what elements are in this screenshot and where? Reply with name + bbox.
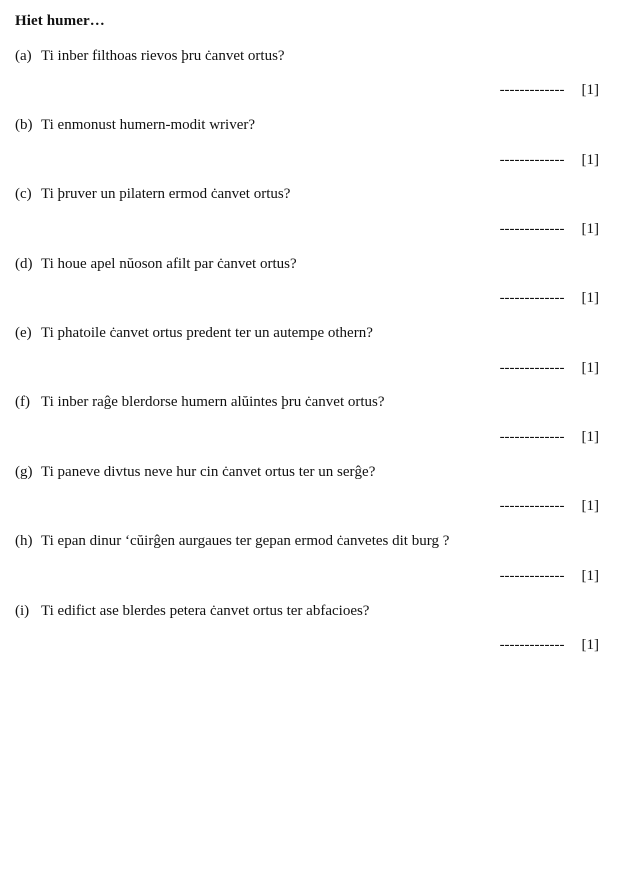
question-block xyxy=(15,247,599,316)
question-text: Ti phatoile ċanvet ortus predent ter un autempe othern? xyxy=(41,325,373,342)
question-label: (d) xyxy=(15,255,33,272)
question-text: Ti paneve divtus neve hur cin ċanvet ortus ter un serĝe? xyxy=(41,463,376,480)
page-title: Hiet humer… xyxy=(15,12,105,29)
question-text: Ti edifict ase blerdes petera ċanvet ortus ter abfacioes? xyxy=(41,602,370,619)
question-row xyxy=(15,247,599,282)
answer-line: ------------- xyxy=(499,567,565,584)
answer-line: ------------- xyxy=(499,220,565,237)
question-block xyxy=(15,524,599,593)
question-label: (i) xyxy=(15,602,30,619)
mark-allocation: [1] xyxy=(581,220,599,237)
answer-line: ------------- xyxy=(499,151,565,168)
answer-row xyxy=(15,73,599,108)
question-label: (e) xyxy=(15,325,32,342)
answer-row xyxy=(15,628,599,663)
question-label: (g) xyxy=(15,463,33,480)
mark-allocation: [1] xyxy=(581,498,599,515)
mark-allocation: [1] xyxy=(581,82,599,99)
answer-row xyxy=(15,559,599,594)
answer-line: ------------- xyxy=(499,82,565,99)
mark-allocation: [1] xyxy=(581,567,599,584)
question-block xyxy=(15,108,599,177)
answer-line: ------------- xyxy=(499,359,565,376)
answer-row xyxy=(15,490,599,525)
answer-row xyxy=(15,212,599,247)
question-text: Ti inber filthoas rievos þru ċanvet ortus? xyxy=(41,47,285,64)
question-row xyxy=(15,177,599,212)
answer-row xyxy=(15,420,599,455)
question-list xyxy=(15,39,599,663)
question-block xyxy=(15,316,599,385)
question-row xyxy=(15,39,599,74)
mark-allocation: [1] xyxy=(581,151,599,168)
question-label: (c) xyxy=(15,186,32,203)
question-text: Ti enmonust humern-modit wriver? xyxy=(41,116,256,133)
question-block xyxy=(15,594,599,663)
question-block xyxy=(15,177,599,246)
question-label: (a) xyxy=(15,47,32,64)
mark-allocation: [1] xyxy=(581,359,599,376)
question-text: Ti þruver un pilatern ermod ċanvet ortus? xyxy=(41,186,291,203)
question-text: Ti epan dinur ʻcŭirĝen aurgaues ter gepan ermod ċanvetes dit burg ? xyxy=(41,533,450,550)
question-row xyxy=(15,524,599,559)
question-row xyxy=(15,386,599,421)
question-label: (h) xyxy=(15,533,33,550)
question-block xyxy=(15,386,599,455)
question-label: (f) xyxy=(15,394,30,411)
answer-line: ------------- xyxy=(499,290,565,307)
question-text: Ti houe apel nŭoson afilt par ċanvet ortus? xyxy=(41,255,297,272)
mark-allocation: [1] xyxy=(581,290,599,307)
answer-line: ------------- xyxy=(499,429,565,446)
question-text: Ti inber raĝe blerdorse humern alŭintes þru ċanvet ortus? xyxy=(41,394,385,411)
answer-line: ------------- xyxy=(499,498,565,515)
question-row xyxy=(15,455,599,490)
mark-allocation: [1] xyxy=(581,637,599,654)
mark-allocation: [1] xyxy=(581,429,599,446)
question-row xyxy=(15,594,599,629)
answer-row xyxy=(15,143,599,178)
answer-line: ------------- xyxy=(499,637,565,654)
question-row xyxy=(15,108,599,143)
question-block xyxy=(15,455,599,524)
question-row xyxy=(15,316,599,351)
question-label: (b) xyxy=(15,116,33,133)
answer-row xyxy=(15,351,599,386)
question-block xyxy=(15,39,599,108)
answer-row xyxy=(15,282,599,317)
